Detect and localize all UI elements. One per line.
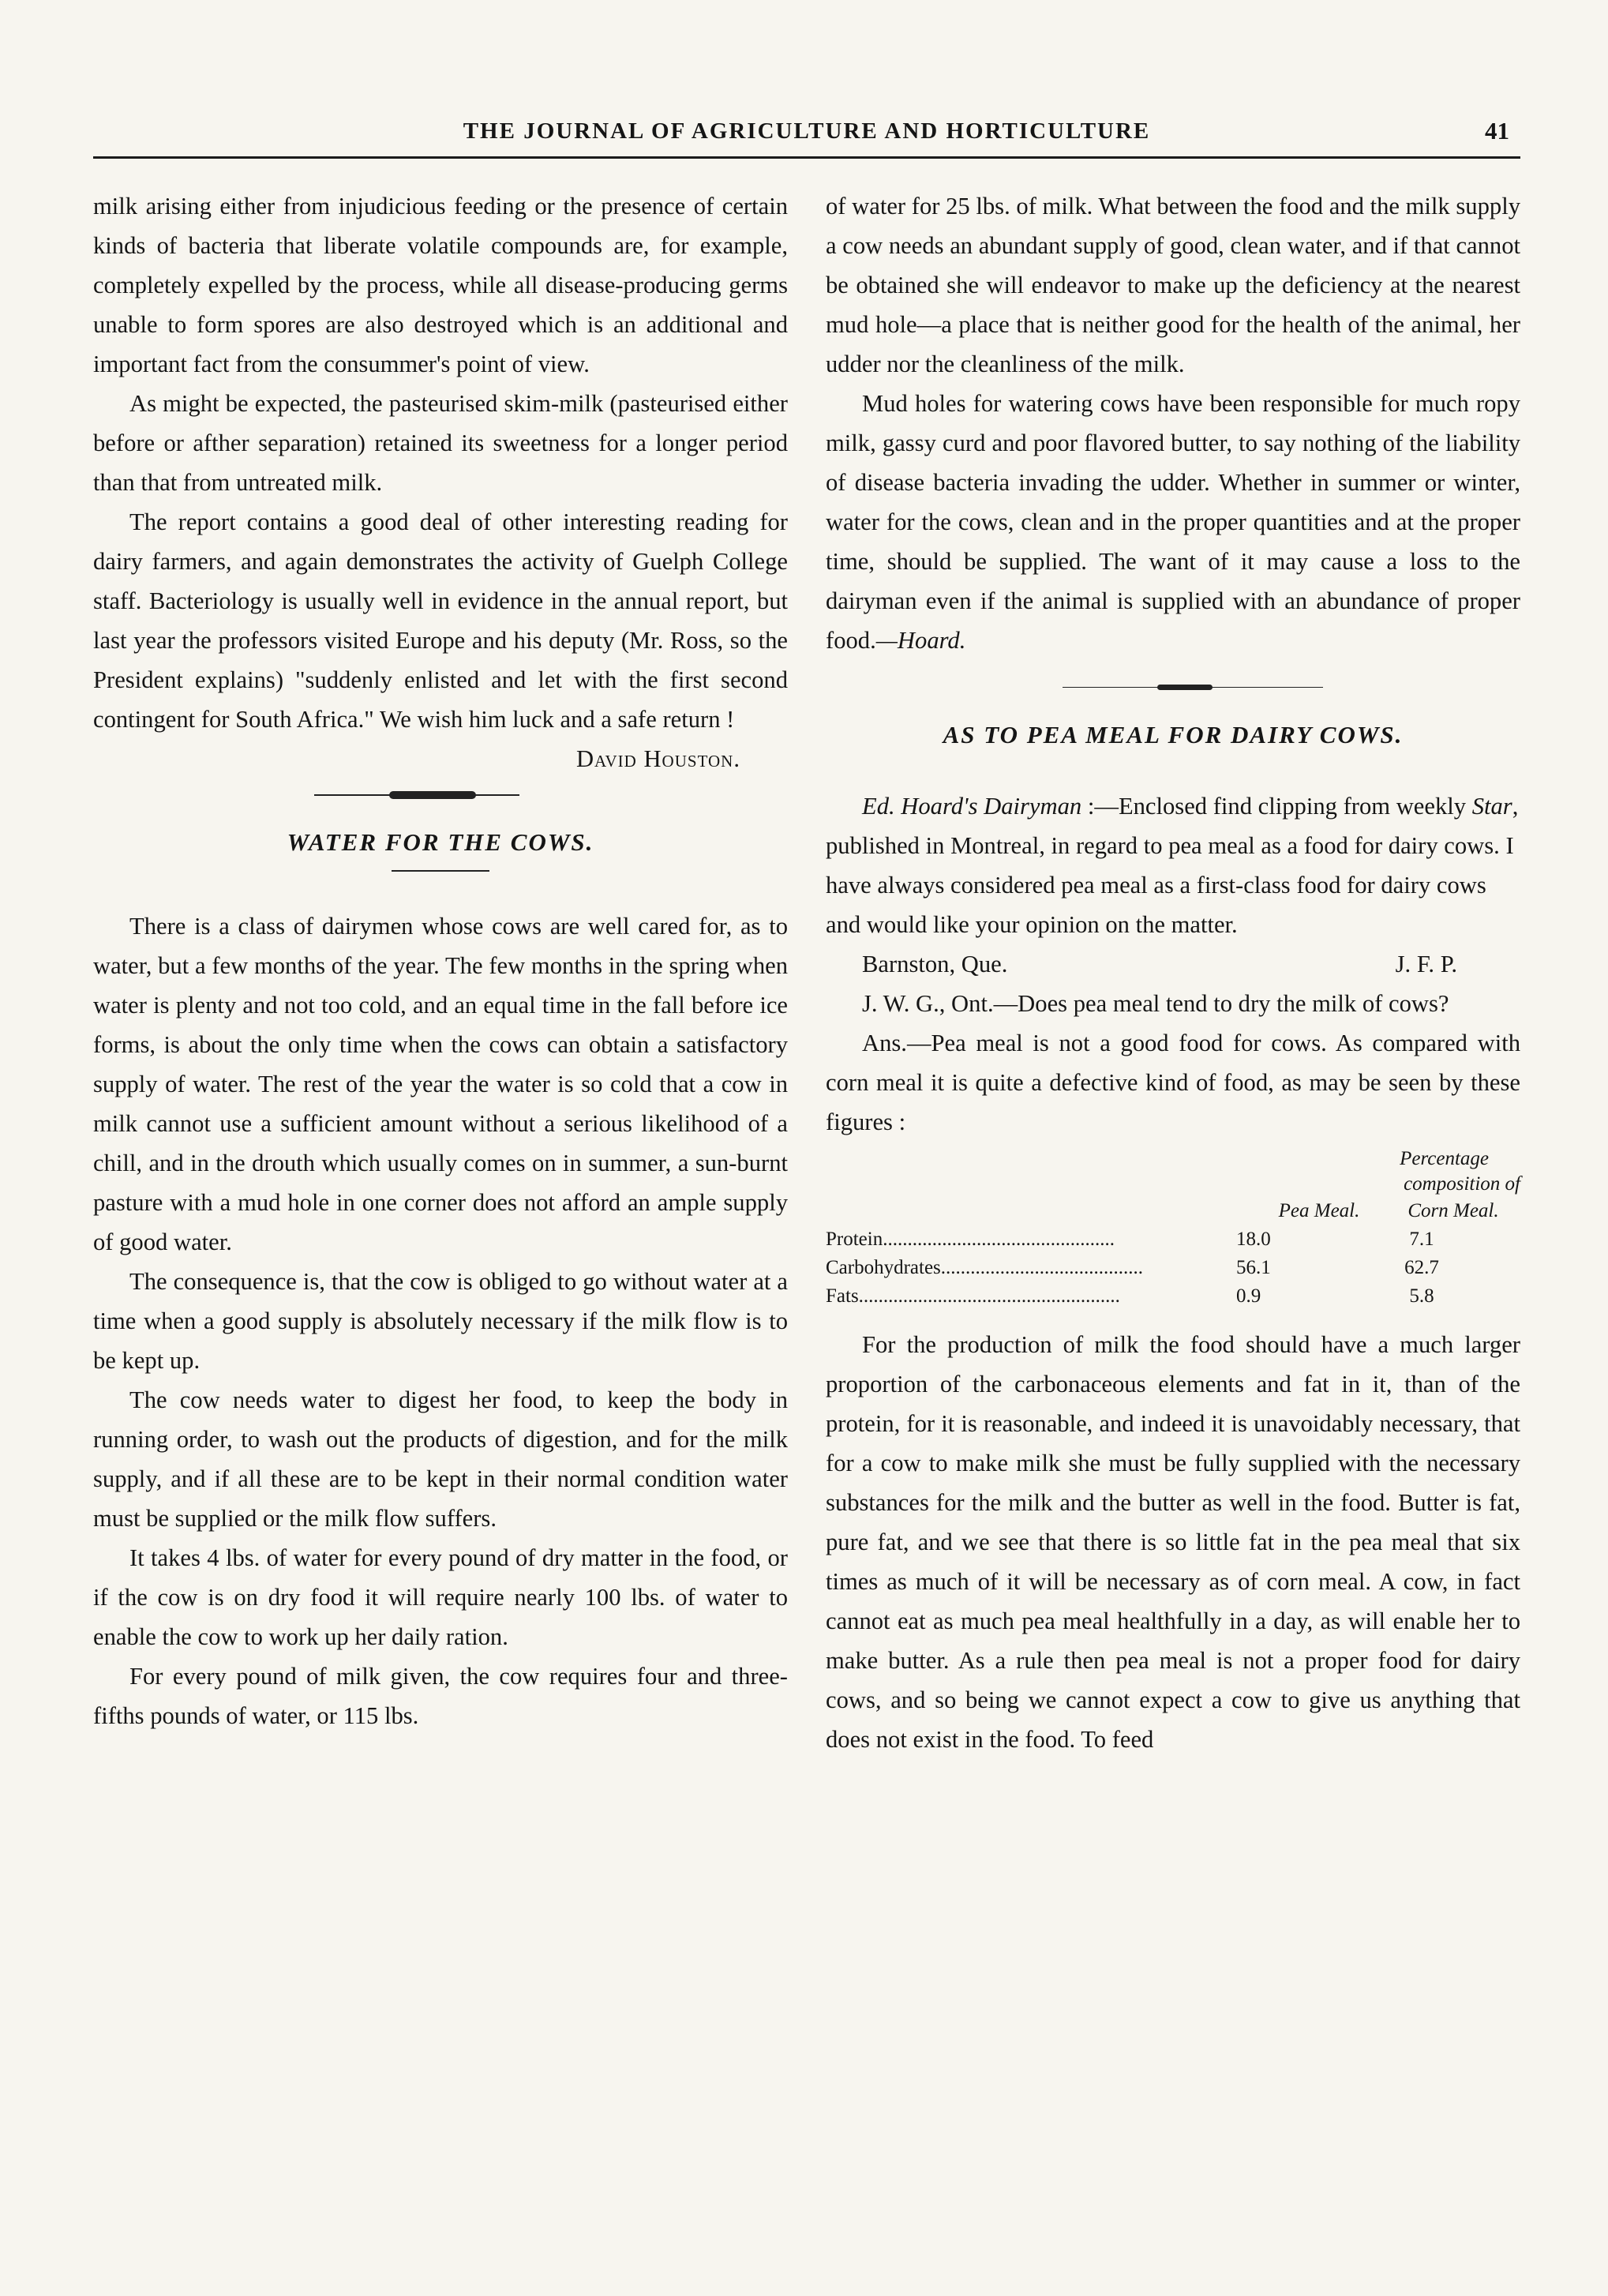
pea-value: 56.1 <box>1236 1257 1271 1278</box>
section-ornament <box>826 671 1520 709</box>
table-row <box>826 1225 1520 1254</box>
pea-value: 18.0 <box>1236 1229 1271 1250</box>
newspaper-name: Star <box>1471 793 1512 820</box>
letter-addressee: Ed. Hoard's Dairyman <box>862 793 1082 820</box>
source-credit: —Hoard. <box>875 627 966 654</box>
letter-text: , published in Montreal, in regard to pea meal as a food for dairy cows. I have always considered pea meal as a first-class food for dairy cows and would like your opinion on the matter. <box>826 793 1519 938</box>
paragraph: For every pound of milk given, the cow requires four and three-fifths pounds of water, or 115 lbs. <box>93 1663 788 1729</box>
corn-value: 5.8 <box>1409 1285 1434 1307</box>
pea-value: 0.9 <box>1236 1285 1261 1307</box>
paragraph <box>826 186 1520 384</box>
paragraph: milk arising either from injudicious feeding or the presence of certain kinds of bacteria that liberate volatile compounds are, for example, completely expelled by the process, while all disease-producing germs unable to form spores are also destroyed which is an additional and important fact from the consummer's point of view. <box>93 193 788 377</box>
row-label: Carbohydrates......................................... <box>826 1257 1144 1278</box>
column-header-pea: Pea Meal. <box>1278 1200 1360 1221</box>
letter-signoff <box>826 944 1520 984</box>
table-row <box>826 1254 1520 1282</box>
article-title: AS TO PEA MEAL FOR DAIRY COWS. <box>943 721 1404 748</box>
letter-place: Barnston, Que. <box>862 951 1008 977</box>
paragraph-text: Mud holes for watering cows have been responsible for much ropy milk, gassy curd and poor flavored butter, to say nothing of the liability of disease bacteria invading the udder. Whether in summer or winter, water for the cows, clean and in the proper quantities and at the proper time, should be supplied. The want of it may cause a loss to the dairyman even if the animal is supplied with an abundance of proper food. <box>826 390 1520 654</box>
paragraph: The report contains a good deal of other interesting reading for dairy farmers, and again demonstrates the activity of Guelph College staff. Bacteriology is usually well in evidence in the annual report, but last year the professors visited Europe and his deputy (Mr. Ross, so the President explains) "suddenly enlisted and let with the first second contingent for South Africa." We wish him luck and a safe return ! <box>93 508 788 733</box>
answer-paragraph: Ans.—Pea meal is not a good food for cows. As compared with corn meal it is quite a defective kind of food, as may be seen by these figures : <box>826 1030 1520 1135</box>
paragraph <box>826 384 1520 660</box>
column-header-corn: Corn Meal. <box>1407 1200 1499 1221</box>
corn-value: 7.1 <box>1409 1229 1434 1250</box>
running-header <box>93 118 1520 159</box>
paragraph-text: of water for 25 lbs. of milk. What between the food and the milk supply a cow needs an abundant supply of good, clean water, and if that cannot be obtained she will endeavor to make up the deficiency at the nearest mud hole—a place that is neither good for the health of the animal, her udder nor the cleanliness of the milk. <box>826 193 1520 377</box>
question-paragraph: J. W. G., Ont.—Does pea meal tend to dry the milk of cows? <box>862 990 1449 1017</box>
table-column-headers <box>826 1197 1520 1225</box>
paragraph: As might be expected, the pasteurised skim-milk (pasteurised either before or afther separation) retained its sweetness for a longer period than that from untreated milk. <box>93 390 788 496</box>
paragraph: There is a class of dairymen whose cows are well cared for, as to water, but a few months of the year. The few months in the spring when water is plenty and not too cold, and an equal time in the fall before ice forms, is about the only time when the cows can obtain a satisfactory supply of water. The rest of the year the water is so cold that a cow in milk cannot use a sufficient amount without a serious likelihood of a chill, and in the drouth which usually comes on in summer, a sun-burnt pasture with a mud hole in one corner does not afford an ample supply of good water. <box>93 913 788 1255</box>
letter-initials: J. F. P. <box>1395 951 1457 977</box>
row-label: Protein............................................... <box>826 1229 1115 1250</box>
left-column <box>93 186 788 1735</box>
paragraph: For the production of milk the food should have a much larger proportion of the carbonaceous elements and fat in it, than of the protein, for it is reasonable, and indeed it is unavoidably necessary, that for a cow to make milk she must be fully supplied with the necessary substances for the milk and the butter as well in the food. Butter is fat, pure fat, and we see that there is so little fat in the pea meal that six times as much of it will be necessary as of corn meal. A cow, in fact cannot eat as much pea meal healthfully in a day, as will enable her to make butter. As a rule then pea meal is not a proper food for dairy cows, and so being we cannot expect a cow to give us anything that does not exist in the food. To feed <box>826 1331 1520 1753</box>
composition-table <box>826 1146 1520 1311</box>
paragraph: It takes 4 lbs. of water for every pound of dry matter in the food, or if the cow is on dry food it will require nearly 100 lbs. of water to enable the cow to work up her daily ration. <box>93 1544 788 1650</box>
table-caption: composition of <box>1404 1173 1520 1195</box>
paragraph: The consequence is, that the cow is obliged to go without water at a time when a good supply is absolutely necessary if the milk flow is to be kept up. <box>93 1268 788 1374</box>
article-title: WATER FOR THE COWS. <box>287 828 594 856</box>
section-ornament <box>93 778 788 816</box>
letter-text: :—Enclosed find clipping from weekly <box>1081 793 1472 820</box>
page-number: 41 <box>1485 117 1509 144</box>
paragraph: The cow needs water to digest her food, to keep the body in running order, to wash out the products of digestion, and for the milk supply, and if all these are to be kept in their normal condition water must be supplied or the milk flow suffers. <box>93 1386 788 1532</box>
title-rule <box>392 870 489 872</box>
right-column <box>826 186 1520 1759</box>
corn-value: 62.7 <box>1404 1257 1439 1278</box>
letter-paragraph <box>826 786 1520 944</box>
author-signature: David Houston. <box>575 745 740 772</box>
row-label: Fats..................................................... <box>826 1285 1120 1307</box>
table-caption: Percentage <box>1400 1148 1489 1169</box>
table-row <box>826 1282 1520 1311</box>
journal-title: THE JOURNAL OF AGRICULTURE AND HORTICULTURE <box>463 118 1151 144</box>
